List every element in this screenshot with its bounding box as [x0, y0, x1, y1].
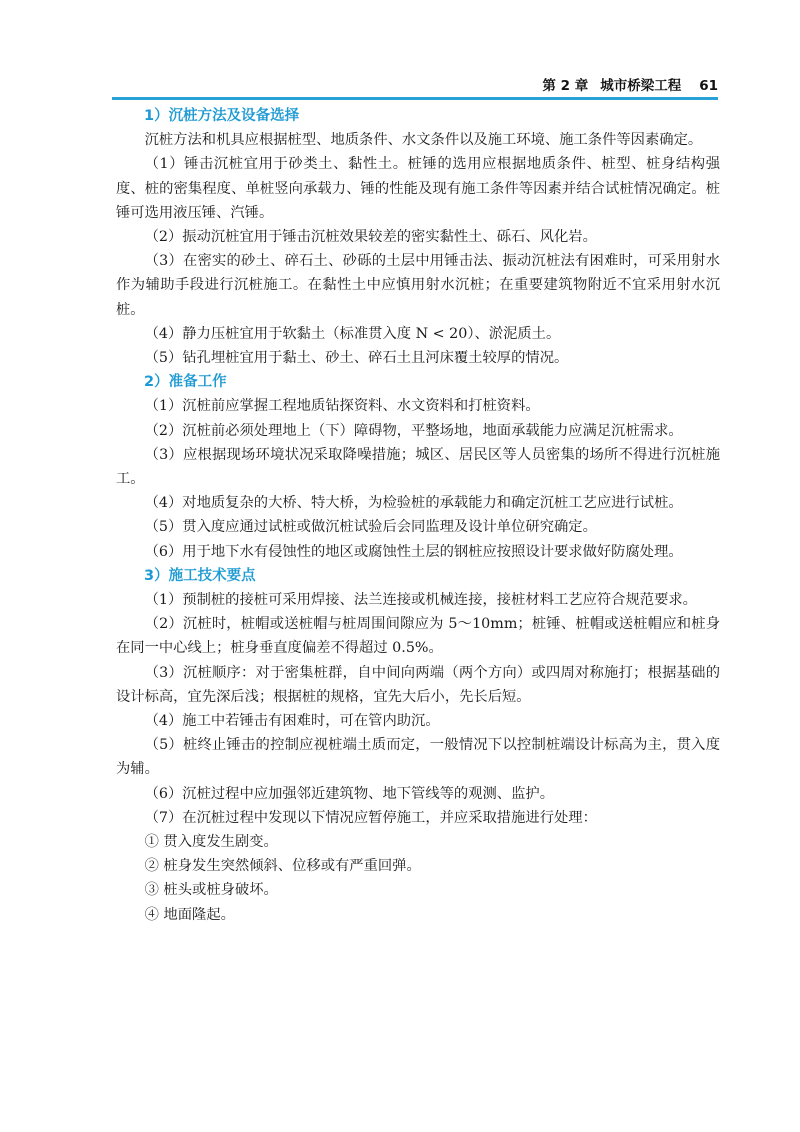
section-heading: 1）沉桩方法及设备选择: [144, 108, 300, 124]
paragraph: ③ 桩头或桩身破坏。: [144, 882, 278, 899]
chapter-number: 第 2 章: [542, 78, 589, 94]
paragraph: （2）振动沉桩宜用于锤击沉桩效果较差的密实黏性土、砾石、风化岩。: [144, 229, 597, 245]
page-number: 61: [699, 78, 718, 94]
paragraph: （6）沉桩过程中应加强邻近建筑物、地下管线等的观测、监护。: [144, 785, 554, 802]
paragraph: （1）沉桩前应掌握工程地质钻探资料、水文资料和打桩资料。: [144, 398, 540, 415]
paragraph: ② 桩身发生突然倾斜、位移或有严重回弹。: [144, 858, 421, 875]
paragraph: （6）用于地下水有侵蚀性的地区或腐蚀性土层的钢桩应按照设计要求做好防腐处理。: [144, 543, 683, 560]
header-rule: [112, 97, 718, 100]
paragraph: （4）对地质复杂的大桥、特大桥，为检验桩的承载能力和确定沉桩工艺应进行试桩。: [144, 495, 683, 512]
paragraph: （4）静力压桩宜用于软黏土（标准贯入度 N < 20）、淤泥质土。: [144, 325, 561, 342]
paragraph: （2）沉桩时，桩帽或送桩帽与桩周围间隙应为 5～10mm；桩锤、桩帽或送桩帽应和桩身在同一中心线上；桩身垂直度偏差不得超过 0.5%。: [116, 616, 720, 657]
paragraph: （3）沉桩顺序：对于密集桩群，自中间向两端（两个方向）或四周对称施打；根据基础的设计标高，宜先深后浅；根据桩的规格，宜先大后小，先长后短。: [116, 664, 720, 705]
chapter-title: 城市桥梁工程: [600, 78, 682, 94]
paragraph: （1）预制桩的接桩可采用焊接、法兰连接或机械连接，接桩材料工艺应符合规范要求。: [144, 592, 697, 609]
running-header: [112, 66, 718, 94]
paragraph: （4）施工中若锤击有困难时，可在管内助沉。: [144, 713, 440, 730]
section-heading: 2）准备工作: [144, 374, 227, 391]
paragraph: （3）在密实的砂土、碎石土、砂砾的土层中用锤击法、振动沉桩法有困难时，可采用射水作为辅助手段进行沉桩施工。在黏性土中应慎用射水沉桩；在重要建筑物附近不宜采用射水沉桩。: [116, 253, 720, 318]
paragraph: ① 贯入度发生剧变。: [144, 834, 278, 851]
paragraph: （7）在沉桩过程中发现以下情况应暂停施工，并应采取措施进行处理：: [144, 809, 597, 826]
paragraph: （2）沉桩前必须处理地上（下）障碍物，平整场地，地面承载能力应满足沉桩需求。: [144, 422, 683, 439]
paragraph: （5）钻孔埋桩宜用于黏土、砂土、碎石土且河床覆土较厚的情况。: [144, 350, 569, 367]
section-heading: 3）施工技术要点: [144, 567, 256, 584]
paragraph: （5）贯入度应通过试桩或做沉桩试验后会同监理及设计单位研究确定。: [144, 519, 597, 536]
paragraph: （3）应根据现场环境状况采取降噪措施；城区、居民区等人员密集的场所不得进行沉桩施工。: [116, 446, 720, 488]
paragraph: ④ 地面隆起。: [144, 906, 235, 923]
page-body: [116, 104, 720, 927]
paragraph: （1）锤击沉桩宜用于砂类土、黏性土。桩锤的选用应根据地质条件、桩型、桩身结构强度、桩的密集程度、单桩竖向承载力、锤的性能及现有施工条件等因素并结合试桩情况确定。桩锤可选用液压锤、汽锤。: [116, 156, 720, 221]
paragraph: （5）桩终止锤击的控制应视桩端土质而定，一般情况下以控制桩端设计标高为主，贯入度为辅。: [116, 737, 720, 778]
paragraph: 沉桩方法和机具应根据桩型、地质条件、水文条件以及施工环境、施工条件等因素确定。: [144, 132, 703, 149]
